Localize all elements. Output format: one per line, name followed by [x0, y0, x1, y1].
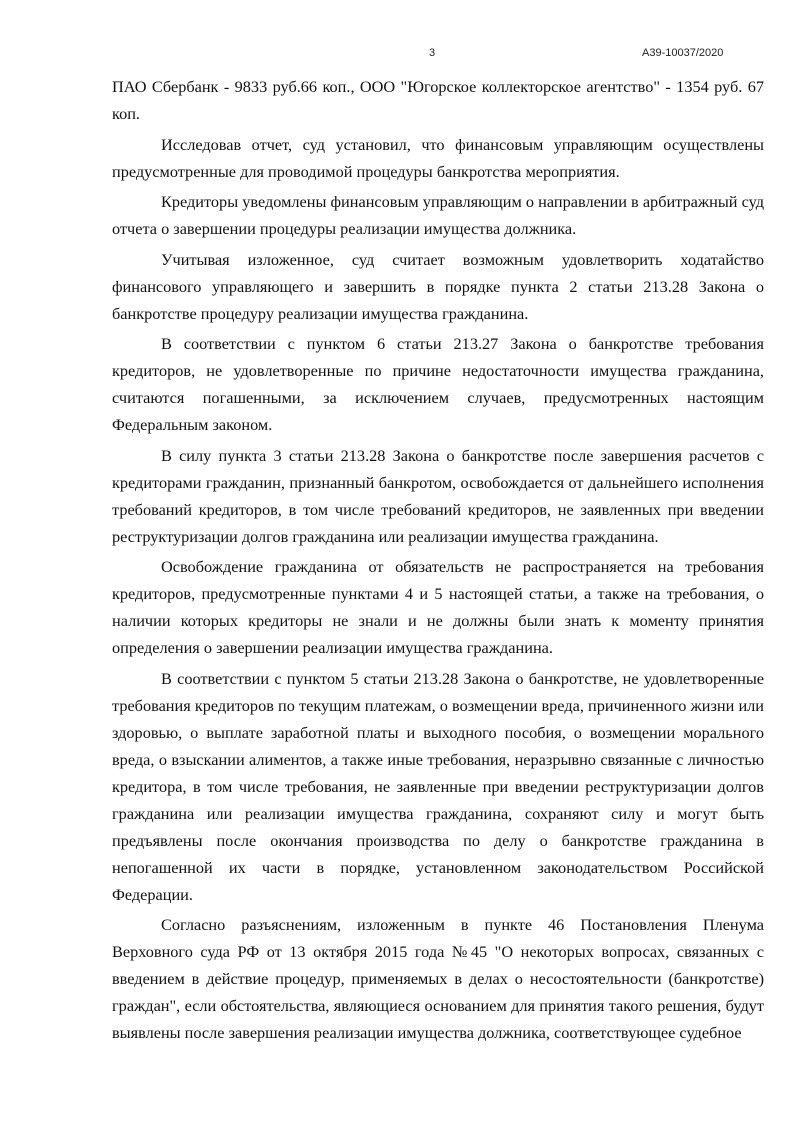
document-body: [112, 73, 764, 1050]
paragraph-creditor-amounts: ПАО Сбербанк - 9833 руб.66 коп., ООО "Югорское коллекторское агентство" - 1354 руб. 67 коп.: [112, 77, 764, 123]
paragraph-report-review: Исследовав отчет, суд установил, что финансовым управляющим осуществлены предусмотренные для проводимой процедуры банкротства мероприятия.: [112, 134, 764, 181]
paragraph-article-213-28-p5: В соответствии с пунктом 5 статьи 213.28 Закона о банкротстве, не удовлетворенные требования кредиторов по текущим платежам, о возмещении вреда, причиненного жизни или здоровью, о выплате заработной платы и выходного пособия, о возмещении морального вреда, о взыскании алиментов, а также иные требования, неразрывно связанные с личностью кредитора, в том числе требования, не заявленные при введении реструктуризации долгов гражданина или реализации имущества гражданина, сохраняют силу и могут быть предъявлены после окончания производства по делу о банкротстве гражданина в непогашенной их части в порядке, установленном законодательством Российской Федерации.: [112, 668, 764, 904]
page-header: [0, 47, 800, 63]
page-number: 3: [429, 47, 436, 59]
paragraph-article-213-27: В соответствии с пунктом 6 статьи 213.27 Закона о банкротстве требования кредиторов, не удовлетворенные по причине недостаточности имущества гражданина, считаются погашенными, за исключением случаев, предусмотренных настоящим Федеральным законом.: [112, 334, 764, 434]
paragraph-article-213-28-p3: В силу пункта 3 статьи 213.28 Закона о банкротстве после завершения расчетов с кредиторами гражданин, признанный банкротом, освобождается от дальнейшего исполнения требований кредиторов, в том числе требований кредиторов, не заявленных при введении реструктуризации долгов гражданина или реализации имущества гражданина.: [112, 445, 764, 546]
paragraph-plenum-clarification: Согласно разъяснениям, изложенным в пункте 46 Постановления Пленума Верховного суда РФ от 13 октября 2015 года №45 "О некоторых вопросах, связанных с введением в действие процедур, применяемых в делах о несостоятельности (банкротстве) граждан", если обстоятельства, являющиеся основанием для принятия такого решения, будут выявлены после завершения реализации имущества должника, соответствующее судебное: [112, 915, 764, 1042]
case-number: А39-10037/2020: [642, 47, 724, 59]
paragraph-release-exceptions: Освобождение гражданина от обязательств не распространяется на требования кредиторов, предусмотренные пунктами 4 и 5 настоящей статьи, а также на требования, о наличии которых кредиторы не знали и не должны были знать к моменту принятия определения о завершении реализации имущества гражданина.: [112, 557, 764, 657]
paragraph-court-decision: Учитывая изложенное, суд считает возможным удовлетворить ходатайство финансового управляющего и завершить в порядке пункта 2 статьи 213.28 Закона о банкротстве процедуру реализации имущества гражданина.: [112, 249, 764, 323]
paragraph-creditors-notified: Кредиторы уведомлены финансовым управляющим о направлении в арбитражный суд отчета о завершении процедуры реализации имущества должника.: [112, 192, 764, 238]
